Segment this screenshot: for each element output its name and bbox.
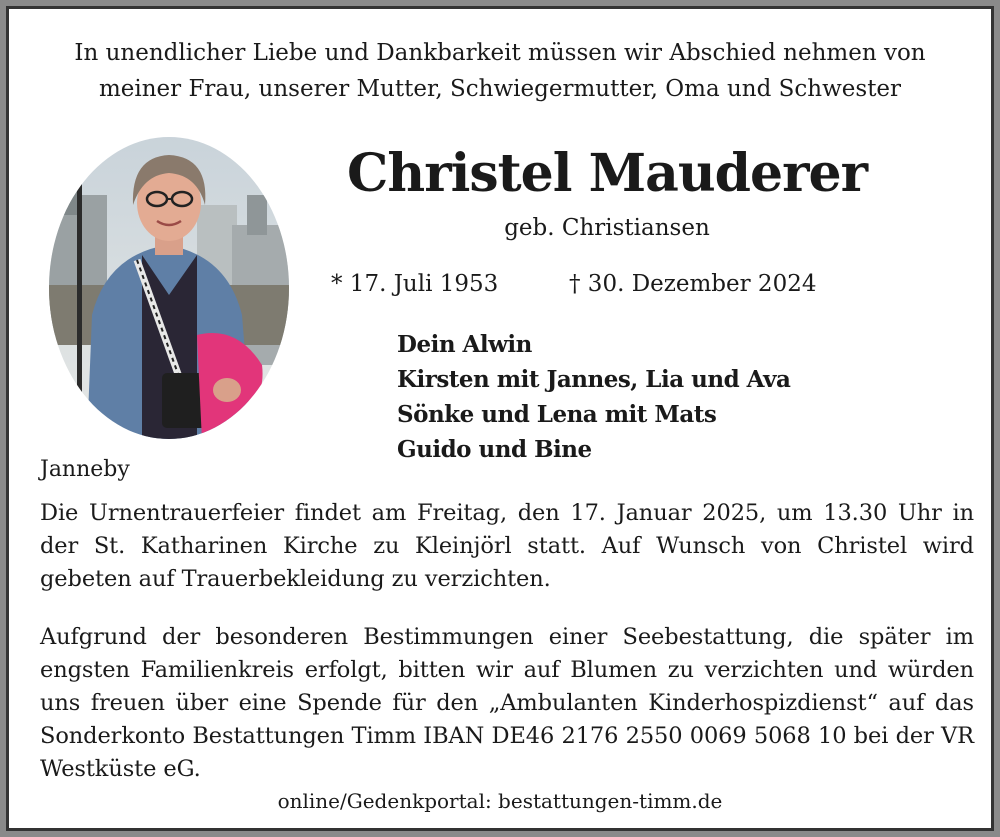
ceremony-paragraph: Die Urnentrauerfeier findet am Freitag, den 17. Januar 2025, um 13.30 Uhr in der St. Katharinen Kirche zu Kleinjörl statt. Auf Wunsch von Christel wird gebeten auf Trauerbekleidung zu verzichten. — [40, 500, 974, 592]
deceased-name: Christel Mauderer — [347, 143, 867, 204]
obituary-notice — [6, 6, 994, 831]
place-name: Janneby — [40, 457, 130, 482]
intro-text — [9, 35, 991, 107]
memorial-portal-footer: online/Gedenkportal: bestattungen-timm.de — [277, 789, 723, 813]
family-member: Sönke und Lena mit Mats — [397, 401, 717, 428]
family-member: Kirsten mit Jannes, Lia und Ava — [397, 366, 791, 393]
family-member: Dein Alwin — [397, 331, 532, 358]
donation-paragraph: Aufgrund der besonderen Bestimmungen einer Seebestattung, die später im engsten Familienkreis erfolgt, bitten wir auf Blumen zu verzichten und würden uns freuen über eine Spende für den „Ambulanten Kinderhospizdienst“ auf das Sonderkonto Bestattungen Timm IBAN DE46 2176 2550 0069 5068 10 bei der VR Westküste eG. — [40, 624, 974, 782]
family-member: Guido und Bine — [397, 436, 592, 463]
intro-line-1: In unendlicher Liebe und Dankbarkeit müssen wir Abschied nehmen von — [74, 40, 926, 66]
portrait-photo — [47, 135, 291, 441]
family-list — [397, 327, 790, 467]
maiden-name: geb. Christiansen — [504, 215, 710, 241]
death-date: † 30. Dezember 2024 — [569, 271, 817, 297]
intro-line-2: meiner Frau, unserer Mutter, Schwiegermutter, Oma und Schwester — [98, 76, 902, 102]
birth-date: * 17. Juli 1953 — [331, 271, 499, 297]
